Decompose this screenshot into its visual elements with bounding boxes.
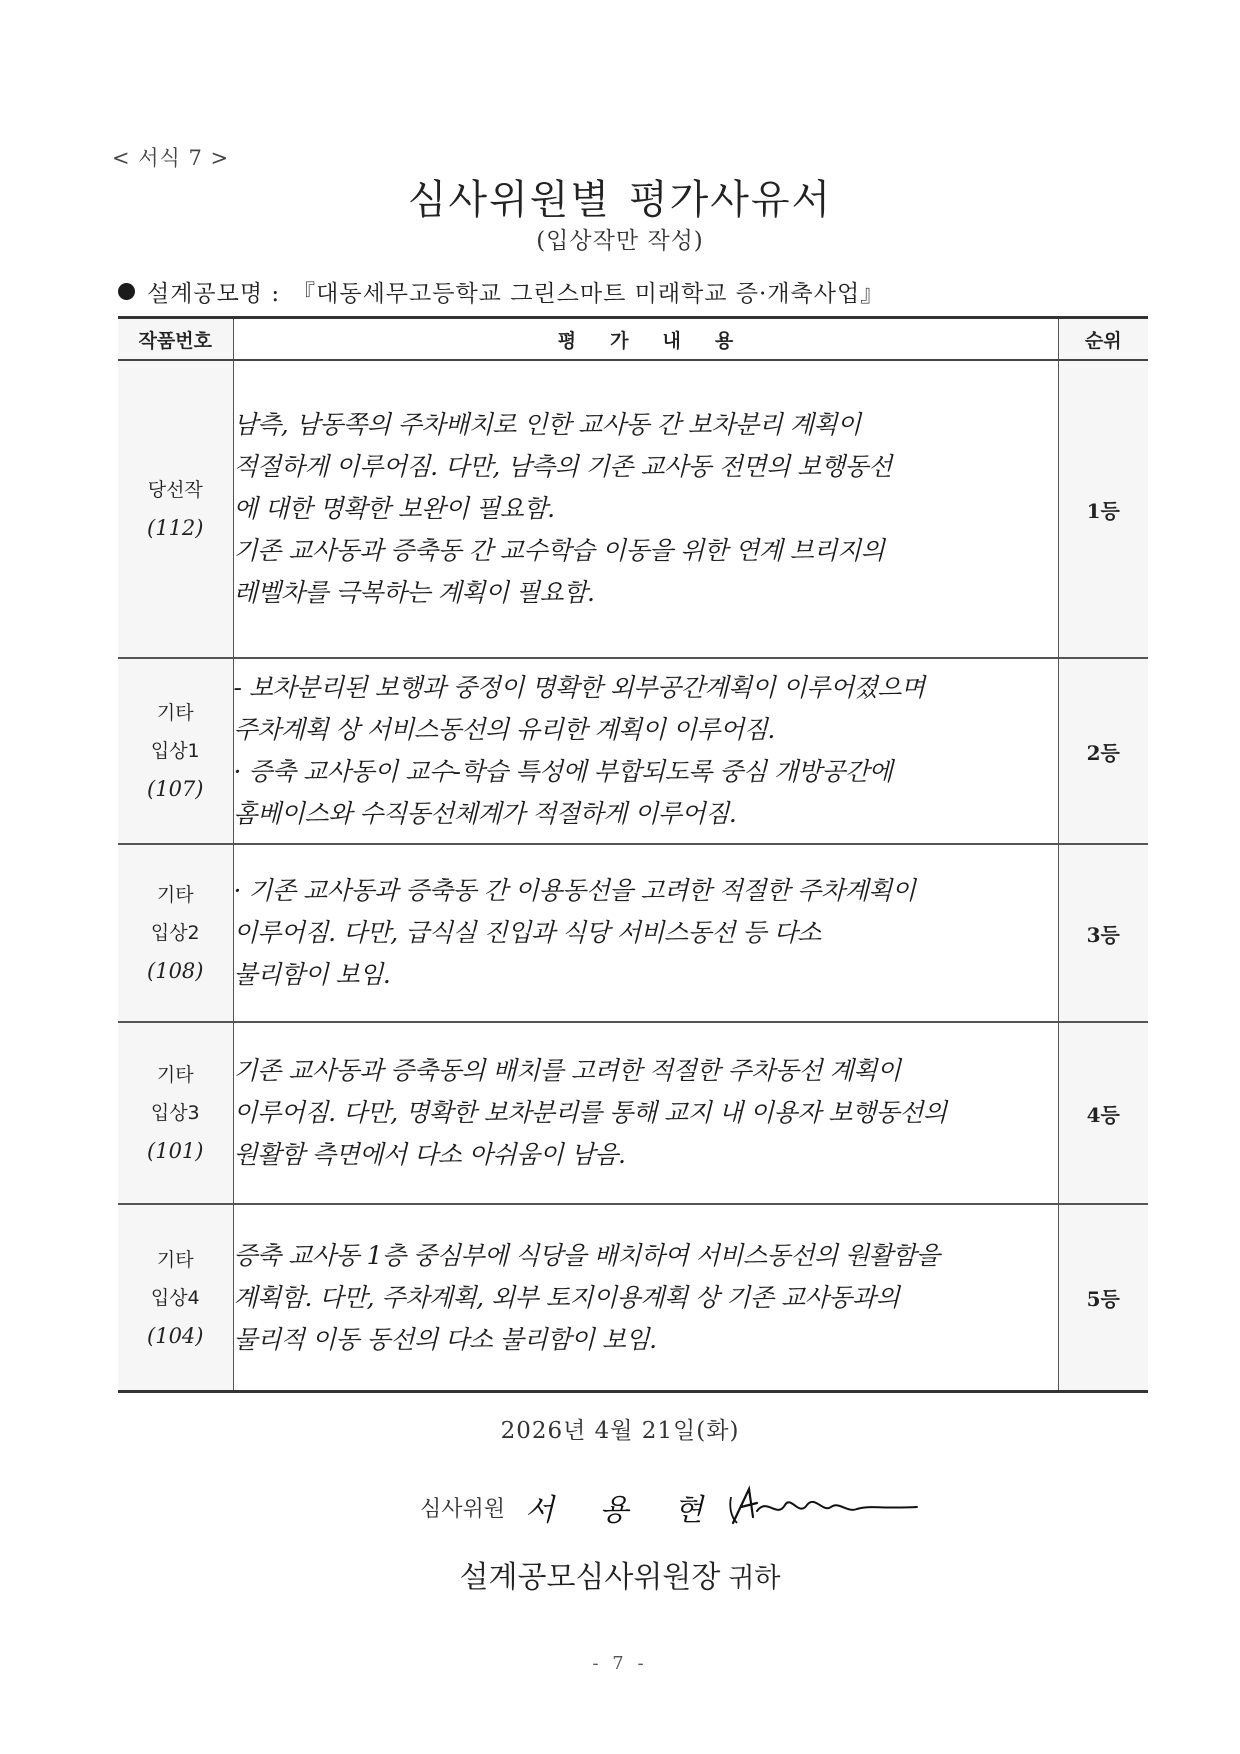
evaluation-line: 불리함이 보임. [233,960,391,989]
page-number: - 7 - [592,1653,648,1674]
evaluation-content-cell [233,844,1058,1022]
addressee-title: 설계공모심사위원장 [459,1560,721,1595]
work-number: (104) [147,1323,204,1348]
project-label: 설계공모명 : [147,281,281,307]
table-row [118,1204,1148,1392]
work-subcategory: 입상1 [150,740,200,762]
evaluation-line: 증축 교사동 1층 중심부에 식당을 배치하여 서비스동선의 원활함을 [233,1240,940,1270]
addressee-suffix: 귀하 [728,1563,781,1594]
work-category: 기타 [156,884,194,906]
signer-handwritten-name: 서 용 현 [525,1493,722,1528]
work-number: (108) [147,959,204,983]
work-subcategory: 입상4 [150,1286,200,1309]
evaluation-content-cell [233,658,1058,844]
work-subcategory: 입상3 [150,1102,200,1124]
document-subtitle: (입상작만 작성) [536,228,704,254]
evaluation-content-cell [233,1204,1058,1392]
evaluation-line: 홈베이스와 수직동선체계가 적절하게 이루어짐. [233,799,737,828]
work-subcategory: 입상2 [150,922,200,944]
signature-icon [727,1483,927,1531]
evaluation-line: 이루어짐. 다만, 급식실 진입과 식당 서비스동선 등 다소 [233,918,821,947]
document-date: 2026년 4월 21일(화) [500,1418,740,1444]
signer-role: 심사위원 [420,1496,506,1522]
evaluation-line: 레벨차를 극복하는 계획이 필요함. [233,578,595,607]
rank-cell: 5등 [1058,1204,1148,1392]
evaluation-line: 에 대한 명확한 보완이 필요함. [233,494,555,523]
work-number-cell [118,1204,233,1392]
work-category: 기타 [156,1064,194,1086]
work-category: 기타 [156,1248,194,1271]
title-part-1: 심사위원별 [407,177,611,223]
evaluation-line: 물리적 이동 동선의 다소 불리함이 보임. [233,1324,657,1354]
work-number-cell [118,1022,233,1204]
work-category: 당선작 [147,479,203,501]
rank-cell: 1등 [1058,360,1148,658]
work-number-cell [118,360,233,658]
header-evaluation-content: 평가내용 [233,318,1058,361]
table-row [118,844,1148,1022]
evaluation-line: 원활함 측면에서 다소 아쉬움이 남음. [233,1140,626,1169]
table-row [118,360,1148,658]
table-row [118,1022,1148,1204]
table-header-row [118,318,1148,361]
evaluation-content-cell [233,360,1058,658]
rank-cell: 2등 [1058,658,1148,844]
document-title [0,168,1240,225]
work-number: (107) [147,777,204,801]
evaluation-line: · 기존 교사동과 증축동 간 이용동선을 고려한 적절한 주차계획이 [233,876,916,905]
evaluation-line: 주차계획 상 서비스동선의 유리한 계획이 이루어짐. [233,715,775,744]
project-name-line [118,275,884,308]
work-category: 기타 [156,702,194,724]
bullet-icon [118,283,135,300]
addressee [0,1552,1240,1596]
evaluation-line: 적절하게 이루어짐. 다만, 남측의 기존 교사동 전면의 보행동선 [233,452,892,481]
header-rank: 순위 [1058,318,1148,361]
project-name: 『대동세무고등학교 그린스마트 미래학교 증·개축사업』 [292,281,885,307]
evaluation-line: 기존 교사동과 증축동 간 교수학습 이동을 위한 연계 브리지의 [233,536,885,565]
table-row [118,658,1148,844]
evaluation-table [118,316,1148,1393]
signer-line [420,1483,927,1531]
evaluation-line: 이루어짐. 다만, 명확한 보차분리를 통해 교지 내 이용자 보행동선의 [233,1098,947,1127]
form-number-label: < 서식 7 > [112,146,230,170]
header-work-number: 작품번호 [118,318,233,361]
rank-cell: 4등 [1058,1022,1148,1204]
title-part-2: 평가사유서 [629,177,833,223]
evaluation-line: · 증축 교사동이 교수-학습 특성에 부합되도록 중심 개방공간에 [233,757,893,786]
evaluation-line: 계획함. 다만, 주차계획, 외부 토지이용계획 상 기존 교사동과의 [233,1282,900,1312]
work-number-cell [118,658,233,844]
rank-cell: 3등 [1058,844,1148,1022]
evaluation-line: 기존 교사동과 증축동의 배치를 고려한 적절한 주차동선 계획이 [233,1056,901,1085]
work-number: (112) [147,516,204,540]
evaluation-line: 남측, 남동쪽의 주차배치로 인한 교사동 간 보차분리 계획이 [233,410,861,439]
evaluation-content-cell [233,1022,1058,1204]
work-number-cell [118,844,233,1022]
work-number: (101) [147,1139,204,1163]
evaluation-line: - 보차분리된 보행과 중정이 명확한 외부공간계획이 이루어졌으며 [233,673,925,702]
